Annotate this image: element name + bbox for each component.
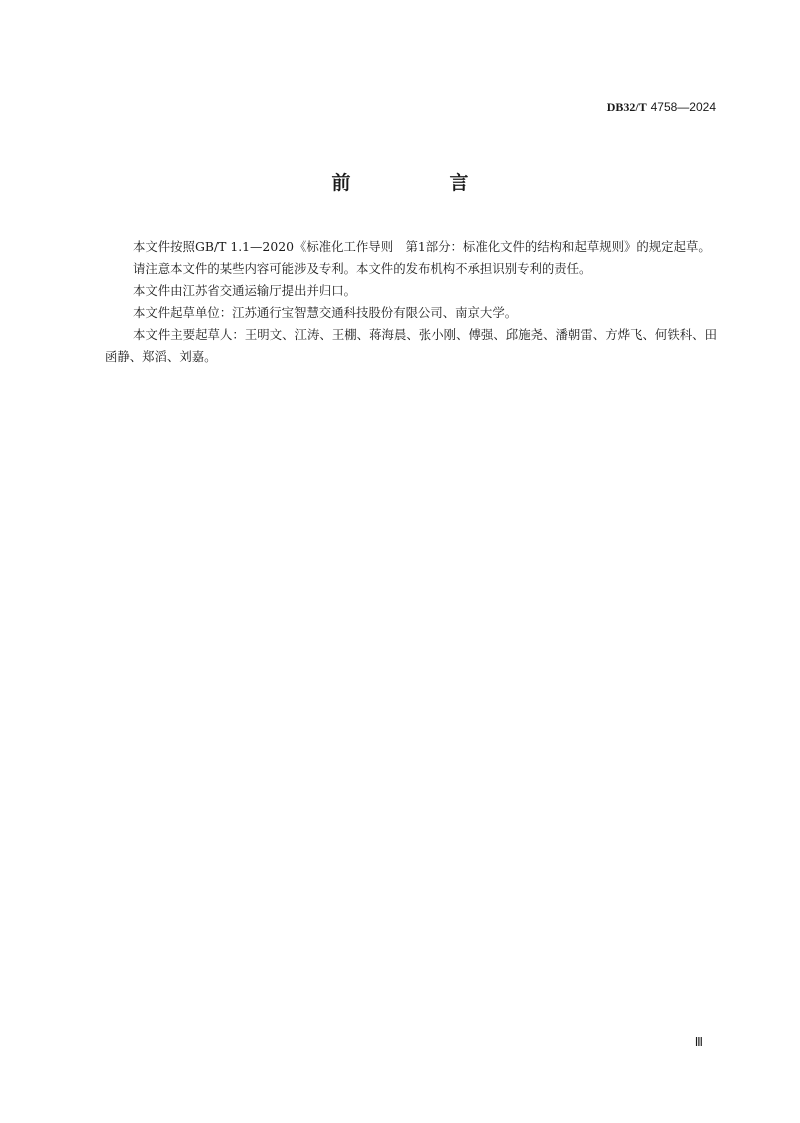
document-code-number: 4758—2024: [650, 100, 716, 114]
paragraph-patent-notice: 请注意本文件的某些内容可能涉及专利。本文件的发布机构不承担识别专利的责任。: [133, 261, 592, 276]
paragraph-proposer: 本文件由江苏省交通运输厅提出并归口。: [133, 283, 357, 298]
document-code-prefix: DB32/T: [606, 100, 647, 114]
paragraph-drafters: 本文件主要起草人：王明文、江涛、王棚、蒋海晨、张小刚、傅强、邱施尧、潘朝雷、方烨飞、何铁科、田函静、郑滔、刘嘉。: [105, 327, 717, 364]
paragraph-drafting-units: 本文件起草单位：江苏通行宝智慧交通科技股份有限公司、南京大学。: [133, 305, 518, 320]
paragraph-drafting-basis: 本文件按照GB/T 1.1—2020《标准化工作导则 第1部分：标准化文件的结构和起草规则》的规定起草。: [133, 239, 711, 254]
foreword-body: [105, 236, 717, 368]
page-title: 前 言: [331, 172, 509, 194]
page-number: Ⅲ: [694, 1035, 703, 1049]
document-code: [607, 100, 716, 115]
